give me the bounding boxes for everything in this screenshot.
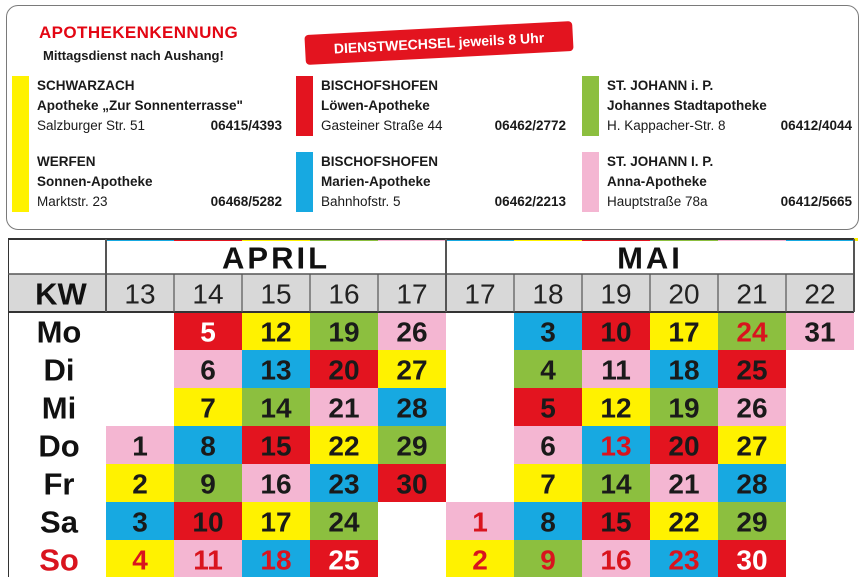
duty-day-number: 20 — [668, 430, 700, 462]
duty-day-number: 1 — [472, 506, 488, 538]
duty-day-number: 8 — [200, 430, 216, 462]
duty-day-number: 18 — [668, 354, 700, 386]
duty-day-number: 12 — [600, 392, 632, 424]
duty-day-number: 13 — [260, 354, 292, 386]
duty-day-number: 29 — [396, 430, 428, 462]
pharmacy-city: ST. JOHANN i. P. — [607, 78, 714, 93]
duty-day-number: 25 — [328, 544, 360, 576]
legend-title: APOTHEKENKENNUNG — [39, 23, 239, 42]
duty-day-number: 2 — [472, 544, 488, 576]
pharmacy-phone: 06415/4393 — [210, 118, 282, 133]
pharmacy-name: Marien-Apotheke — [321, 174, 431, 189]
duty-day-number: 6 — [540, 430, 556, 462]
duty-day-number: 28 — [736, 468, 768, 500]
pharmacy-street: Salzburger Str. 51 — [37, 118, 146, 133]
week-number: 21 — [736, 278, 768, 310]
week-number: 22 — [804, 278, 836, 310]
month-label: APRIL — [222, 240, 330, 276]
pharmacy-entry — [582, 76, 862, 142]
duty-day-number: 14 — [600, 468, 632, 500]
duty-day-number: 21 — [668, 468, 700, 500]
day-label: Di — [43, 352, 75, 388]
duty-day-number: 26 — [736, 392, 768, 424]
pharmacy-legend-card — [6, 5, 859, 230]
duty-day-number: 4 — [132, 544, 148, 576]
duty-day-number: 11 — [601, 354, 631, 386]
duty-day-number: 17 — [668, 316, 700, 348]
duty-day-number: 2 — [132, 468, 148, 500]
week-number: 13 — [124, 278, 156, 310]
week-number: 17 — [396, 278, 428, 310]
pharmacy-phone: 06462/2772 — [494, 118, 566, 133]
duty-calendar — [8, 238, 858, 577]
legend-subtitle: Mittagsdienst nach Aushang! — [43, 48, 224, 63]
pharmacy-name: Apotheke „Zur Sonnenterrasse" — [37, 98, 243, 113]
pharmacy-entry — [296, 76, 576, 142]
pharmacy-entry — [296, 152, 576, 218]
duty-day-number: 17 — [260, 506, 292, 538]
pharmacy-city: WERFEN — [37, 154, 96, 169]
duty-day-number: 16 — [260, 468, 292, 500]
duty-day-number: 27 — [736, 430, 768, 462]
color-key-pink — [582, 152, 599, 212]
week-number: 16 — [328, 278, 360, 310]
pharmacy-city: BISCHOFSHOFEN — [321, 154, 439, 169]
duty-day-number: 14 — [260, 392, 292, 424]
duty-day-number: 18 — [260, 544, 292, 576]
pharmacy-name: Anna-Apotheke — [607, 174, 707, 189]
pharmacy-phone: 06468/5282 — [210, 194, 282, 209]
pharmacy-phone: 06412/4044 — [780, 118, 852, 133]
pharmacy-entry — [12, 152, 292, 218]
kw-label: KW — [35, 276, 87, 312]
duty-day-number: 30 — [396, 468, 428, 500]
duty-day-number: 15 — [600, 506, 632, 538]
pharmacy-city: BISCHOFSHOFEN — [321, 78, 439, 93]
duty-day-number: 8 — [540, 506, 556, 538]
week-number: 20 — [668, 278, 700, 310]
duty-day-number: 22 — [328, 430, 360, 462]
duty-day-number: 24 — [328, 506, 360, 538]
duty-day-number: 27 — [396, 354, 428, 386]
duty-day-number: 16 — [600, 544, 632, 576]
day-label: Fr — [43, 466, 75, 502]
duty-day-number: 6 — [200, 354, 216, 386]
pharmacy-street: Marktstr. 23 — [37, 194, 108, 209]
pharmacy-entry — [582, 152, 862, 218]
pharmacy-city: ST. JOHANN I. P. — [607, 154, 714, 169]
duty-day-number: 9 — [540, 544, 556, 576]
duty-day-number: 10 — [600, 316, 632, 348]
duty-calendar-grid — [8, 238, 858, 577]
duty-day-number: 7 — [200, 392, 216, 424]
duty-day-number: 15 — [260, 430, 292, 462]
duty-day-number: 1 — [132, 430, 148, 462]
pharmacy-phone: 06462/2213 — [494, 194, 566, 209]
duty-day-number: 25 — [736, 354, 768, 386]
duty-day-number: 26 — [396, 316, 428, 348]
duty-day-number: 31 — [804, 316, 836, 348]
duty-day-number: 29 — [736, 506, 768, 538]
duty-day-number: 7 — [540, 468, 556, 500]
duty-day-number: 23 — [668, 544, 700, 576]
duty-day-number: 11 — [193, 544, 223, 576]
week-number: 14 — [192, 278, 224, 310]
week-number: 15 — [260, 278, 292, 310]
month-label: MAI — [617, 240, 683, 276]
week-number: 17 — [464, 278, 496, 310]
duty-day-number: 5 — [200, 316, 216, 348]
duty-day-number: 10 — [192, 506, 224, 538]
pharmacy-name: Sonnen-Apotheke — [37, 174, 153, 189]
day-label: Mo — [36, 314, 82, 350]
duty-day-number: 22 — [668, 506, 700, 538]
duty-day-number: 28 — [396, 392, 428, 424]
pharmacy-phone: 06412/5665 — [780, 194, 852, 209]
duty-day-number: 30 — [736, 544, 768, 576]
pharmacy-street: H. Kappacher-Str. 8 — [607, 118, 726, 133]
day-label: Mi — [41, 390, 77, 426]
shift-change-banner: DIENSTWECHSEL jeweils 8 Uhr — [304, 21, 573, 65]
week-number: 19 — [600, 278, 632, 310]
duty-day-number: 23 — [328, 468, 360, 500]
pharmacy-street: Bahnhofstr. 5 — [321, 194, 401, 209]
duty-day-number: 13 — [600, 430, 632, 462]
pharmacy-street: Gasteiner Straße 44 — [321, 118, 443, 133]
duty-day-number: 5 — [540, 392, 556, 424]
color-key-green — [582, 76, 599, 136]
duty-day-number: 24 — [736, 316, 768, 348]
week-number: 18 — [532, 278, 564, 310]
pharmacy-name: Johannes Stadtapotheke — [607, 98, 767, 113]
color-key-red — [296, 76, 313, 136]
day-label: So — [39, 542, 79, 577]
duty-day-number: 12 — [260, 316, 292, 348]
duty-day-number: 19 — [668, 392, 700, 424]
duty-day-number: 20 — [328, 354, 360, 386]
duty-day-number: 21 — [328, 392, 360, 424]
duty-day-number: 3 — [132, 506, 148, 538]
duty-day-number: 3 — [540, 316, 556, 348]
day-label: Sa — [40, 504, 78, 540]
pharmacy-city: SCHWARZACH — [37, 78, 135, 93]
pharmacy-name: Löwen-Apotheke — [321, 98, 430, 113]
pharmacy-street: Hauptstraße 78a — [607, 194, 708, 209]
pharmacy-entry — [12, 76, 292, 142]
duty-day-number: 4 — [540, 354, 556, 386]
color-key-blue — [296, 152, 313, 212]
duty-day-number: 9 — [200, 468, 216, 500]
duty-day-number: 19 — [328, 316, 360, 348]
day-label: Do — [38, 428, 80, 464]
